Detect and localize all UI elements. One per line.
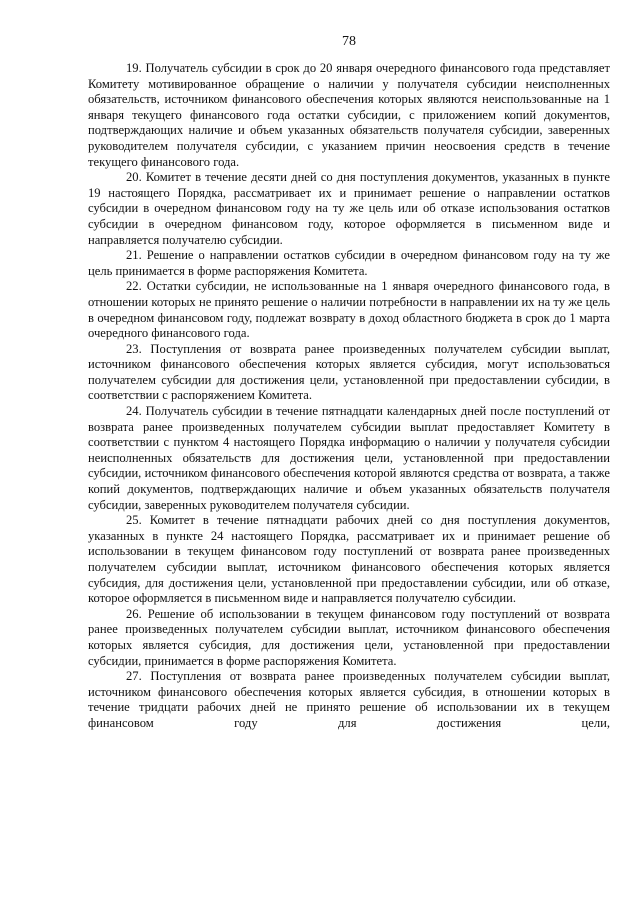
paragraph-23: 23. Поступления от возврата ранее произведенных получателем субсидии выплат, источником финансового обеспечения которых является субсидия, могут использоваться получателем субсидии для достижения цели, установленной при предоставлении субсидии, в соответствии с распоряжением Комитета. xyxy=(88,341,610,403)
paragraph-26: 26. Решение об использовании в текущем финансовом году поступлений от возврата ранее произведенных получателем субсидии выплат, источником финансового обеспечения которых является субсидия, для достижения цели, установленной при предоставлении субсидии, принимается в форме распоряжения Комитета. xyxy=(88,606,610,668)
paragraph-24: 24. Получатель субсидии в течение пятнадцати календарных дней после поступлений от возврата ранее произведенных получателем субсидии выплат предоставляет Комитету в соответствии с пунктом 4 настоящего Порядка информацию о наличии у получателя субсидии неисполненных обязательств для достижения цели, установленной при предоставлении субсидии, источником финансового обеспечения которой являются средства от возврата, а также копий документов, подтверждающих наличие и объем указанных обязательств получателя субсидии, заверенных руководителем получателя субсидии. xyxy=(88,404,610,512)
paragraph-22: 22. Остатки субсидии, не использованные на 1 января очередного финансового года, в отношении которых не принято решение о наличии потребности в направлении их на ту же цель в очередном финансовом году, подлежат возврату в доход областного бюджета в срок до 1 марта очередного финансового года. xyxy=(88,279,610,341)
paragraph-27: 27. Поступления от возврата ранее произведенных получателем субсидии выплат, источником финансового обеспечения которых является субсидия, в отношении которых в течение тридцати рабочих дней не принято решение об использовании их в текущем финансовом году для достижения цели, xyxy=(88,669,610,730)
paragraph-25: 25. Комитет в течение пятнадцати рабочих дней со дня поступления документов, указанных в пункте 24 настоящего Порядка, рассматривает их и принимает решение об использовании в текущем финансовом году поступлений от возврата ранее произведенных получателем субсидии выплат, источником финансового обеспечения которых является субсидия, для достижения цели, установленной при предоставлении субсидии, или об отказе, которое оформляется в письменном виде и направляется получателю субсидии. xyxy=(88,513,610,606)
paragraph-21: 21. Решение о направлении остатков субсидии в очередном финансовом году на ту же цель принимается в форме распоряжения Комитета. xyxy=(88,248,610,278)
paragraph-20: 20. Комитет в течение десяти дней со дня поступления документов, указанных в пункте 19 настоящего Порядка, рассматривает их и принимает решение о направлении остатков субсидии в очередном финансовом году на ту же цель или об отказе использования остатков субсидии в очередном финансовом году, которое оформляется в письменном виде и направляется получателю субсидии. xyxy=(88,170,610,247)
page-number: 78 xyxy=(342,34,356,49)
document-page xyxy=(88,34,610,732)
paragraph-19: 19. Получатель субсидии в срок до 20 января очередного финансового года представляет Комитету мотивированное обращение о наличии у получателя субсидии неисполненных обязательств, источником финансового обеспечения которых являются неиспользованные на 1 января текущего финансового года остатки субсидии, с приложением копий документов, подтверждающих наличие и объем указанных обязательств получателя субсидии, заверенных руководителем получателя субсидии, с указанием причин неосвоения средств в течение текущего финансового года. xyxy=(88,61,610,169)
